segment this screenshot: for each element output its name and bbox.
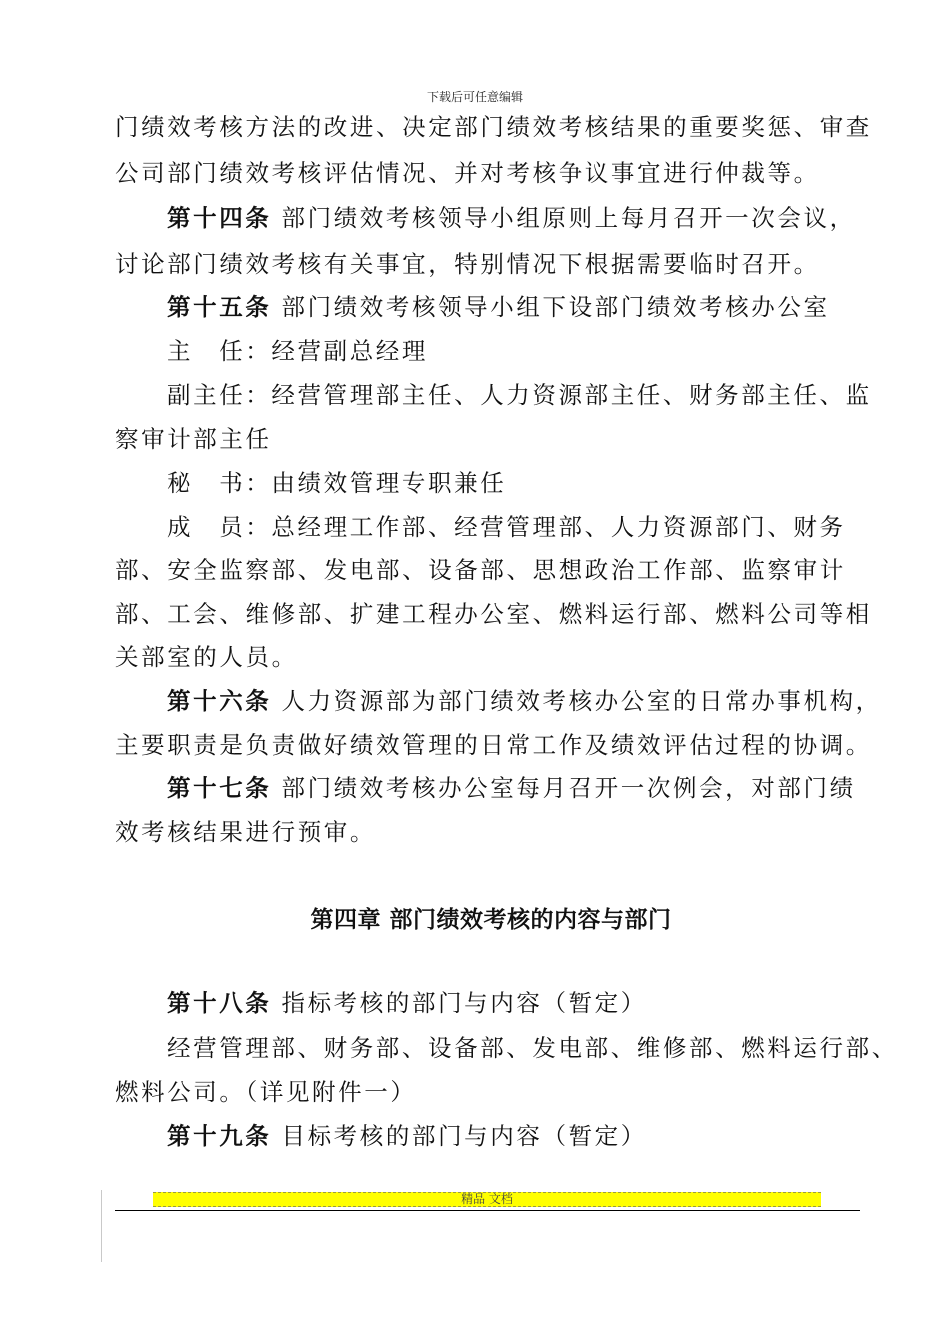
members-line-cont: 部、工会、维修部、扩建工程办公室、燃料运行部、燃料公司等相 [115, 600, 872, 628]
paragraph-line: 经营管理部、财务部、设备部、发电部、维修部、燃料运行部、 [167, 1034, 898, 1062]
paragraph-line: 讨论部门绩效考核有关事宜，特别情况下根据需要临时召开。 [115, 250, 820, 278]
paragraph-line: 效考核结果进行预审。 [115, 818, 376, 846]
article-19-label: 第十九条 [167, 1122, 272, 1150]
footer-label: 精品 文档 [461, 1192, 513, 1206]
article-14-label: 第十四条 [167, 204, 272, 232]
article-15-label: 第十五条 [167, 293, 272, 321]
margin-mark [101, 1190, 102, 1262]
article-16-label: 第十六条 [167, 687, 272, 715]
members-line-cont: 关部室的人员。 [115, 643, 298, 671]
article-15-text: 部门绩效考核领导小组下设部门绩效考核办公室 [281, 293, 830, 321]
article-14 [167, 203, 856, 233]
director-line: 主 任：经营副总经理 [167, 337, 428, 365]
article-17-label: 第十七条 [167, 774, 272, 802]
article-19-text: 目标考核的部门与内容（暂定） [281, 1122, 647, 1150]
secretary-line: 秘 书：由绩效管理专职兼任 [167, 469, 507, 497]
article-15 [167, 292, 830, 322]
article-14-text: 部门绩效考核领导小组原则上每月召开一次会议， [281, 204, 856, 232]
article-17-text: 部门绩效考核办公室每月召开一次例会，对部门绩 [281, 774, 856, 802]
article-19 [167, 1121, 647, 1151]
article-17 [167, 773, 856, 803]
article-18-text: 指标考核的部门与内容（暂定） [281, 989, 647, 1017]
article-16-text: 人力资源部为部门绩效考核办公室的日常办事机构， [281, 687, 882, 715]
chapter-title: 第四章 部门绩效考核的内容与部门 [310, 907, 672, 933]
deputy-line-cont: 察审计部主任 [115, 425, 272, 453]
deputy-line: 副主任：经营管理部主任、人力资源部主任、财务部主任、监 [167, 381, 872, 409]
paragraph-line: 主要职责是负责做好绩效管理的日常工作及绩效评估过程的协调。 [115, 731, 872, 759]
paragraph-line: 门绩效考核方法的改进、决定部门绩效考核结果的重要奖惩、审查 [115, 113, 872, 141]
article-18-label: 第十八条 [167, 989, 272, 1017]
members-line-cont: 部、安全监察部、发电部、设备部、思想政治工作部、监察审计 [115, 556, 846, 584]
members-line: 成 员：总经理工作部、经营管理部、人力资源部门、财务 [167, 513, 846, 541]
article-16 [167, 686, 882, 716]
header-note: 下载后可任意编辑 [426, 90, 523, 104]
paragraph-line: 公司部门绩效考核评估情况、并对考核争议事宜进行仲裁等。 [115, 159, 820, 187]
paragraph-line: 燃料公司。（详见附件一） [115, 1078, 417, 1106]
footer-divider [115, 1210, 860, 1211]
article-18 [167, 988, 647, 1018]
footer-banner [153, 1192, 821, 1207]
